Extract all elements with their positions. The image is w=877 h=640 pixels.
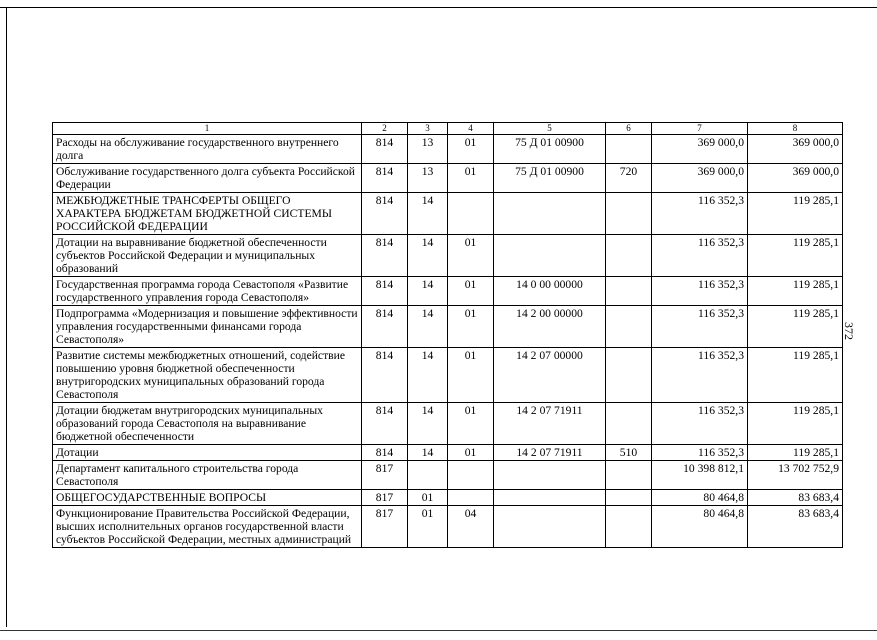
- subsection-code: 01: [448, 403, 494, 445]
- col-header: 7: [652, 123, 748, 135]
- row-name: Функционирование Правительства Российской Федерации, высших исполнительных органов государственной власти субъектов Российской Федерации, местных администраций: [53, 506, 362, 548]
- amount-year-2: 83 683,4: [748, 506, 843, 548]
- amount-year-2: 119 285,1: [748, 193, 843, 235]
- table-row: [53, 193, 843, 235]
- amount-year-1: 116 352,3: [652, 445, 748, 461]
- row-name: МЕЖБЮДЖЕТНЫЕ ТРАНСФЕРТЫ ОБЩЕГО ХАРАКТЕРА БЮДЖЕТАМ БЮДЖЕТНОЙ СИСТЕМЫ РОССИЙСКОЙ ФЕДЕРАЦИИ: [53, 193, 362, 235]
- amount-year-2: 119 285,1: [748, 306, 843, 348]
- scan-bottom-border: [0, 630, 877, 631]
- expense-type-code: 510: [606, 445, 652, 461]
- amount-year-2: 119 285,1: [748, 445, 843, 461]
- expense-type-code: [606, 135, 652, 164]
- row-name: Обслуживание государственного долга субъекта Российской Федерации: [53, 164, 362, 193]
- amount-year-1: 369 000,0: [652, 164, 748, 193]
- table-row: [53, 461, 843, 490]
- row-name: Департамент капитального строительства города Севастополя: [53, 461, 362, 490]
- table-row: [53, 277, 843, 306]
- amount-year-2: 83 683,4: [748, 490, 843, 506]
- target-article-code: 14 2 07 00000: [494, 348, 606, 403]
- admin-code: 814: [362, 164, 408, 193]
- amount-year-2: 119 285,1: [748, 277, 843, 306]
- admin-code: 814: [362, 135, 408, 164]
- table-row: [53, 506, 843, 548]
- section-code: 14: [408, 306, 448, 348]
- row-name: Развитие системы межбюджетных отношений, содействие повышению уровня бюджетной обеспеченности внутригородских муниципальных образований города Севастополя: [53, 348, 362, 403]
- subsection-code: 01: [448, 135, 494, 164]
- admin-code: 814: [362, 277, 408, 306]
- target-article-code: [494, 193, 606, 235]
- scan-top-border: [0, 7, 877, 8]
- subsection-code: 01: [448, 164, 494, 193]
- expense-type-code: [606, 277, 652, 306]
- amount-year-1: 116 352,3: [652, 348, 748, 403]
- scan-left-border: [6, 7, 7, 627]
- col-header: 4: [448, 123, 494, 135]
- section-code: 14: [408, 348, 448, 403]
- target-article-code: [494, 506, 606, 548]
- subsection-code: 01: [448, 277, 494, 306]
- amount-year-1: 80 464,8: [652, 506, 748, 548]
- amount-year-2: 369 000,0: [748, 164, 843, 193]
- amount-year-1: 116 352,3: [652, 193, 748, 235]
- row-name: Дотации бюджетам внутригородских муниципальных образований города Севастополя на выравнивание бюджетной обеспеченности: [53, 403, 362, 445]
- column-number-row: [53, 123, 843, 135]
- col-header: 8: [748, 123, 843, 135]
- expense-type-code: [606, 306, 652, 348]
- col-header: 1: [53, 123, 362, 135]
- amount-year-2: 119 285,1: [748, 235, 843, 277]
- subsection-code: 04: [448, 506, 494, 548]
- section-code: 01: [408, 506, 448, 548]
- section-code: [408, 461, 448, 490]
- section-code: 14: [408, 193, 448, 235]
- budget-table: [52, 122, 843, 548]
- subsection-code: 01: [448, 306, 494, 348]
- admin-code: 814: [362, 403, 408, 445]
- row-name: ОБЩЕГОСУДАРСТВЕННЫЕ ВОПРОСЫ: [53, 490, 362, 506]
- target-article-code: 75 Д 01 00900: [494, 164, 606, 193]
- col-header: 6: [606, 123, 652, 135]
- section-code: 14: [408, 277, 448, 306]
- row-name: Дотации на выравнивание бюджетной обеспеченности субъектов Российской Федерации и муниципальных образований: [53, 235, 362, 277]
- table-row: [53, 135, 843, 164]
- section-code: 01: [408, 490, 448, 506]
- admin-code: 814: [362, 306, 408, 348]
- target-article-code: 75 Д 01 00900: [494, 135, 606, 164]
- subsection-code: [448, 193, 494, 235]
- amount-year-2: 119 285,1: [748, 403, 843, 445]
- section-code: 14: [408, 403, 448, 445]
- section-code: 14: [408, 235, 448, 277]
- amount-year-2: 119 285,1: [748, 348, 843, 403]
- target-article-code: 14 0 00 00000: [494, 277, 606, 306]
- table-row: [53, 490, 843, 506]
- amount-year-2: 13 702 752,9: [748, 461, 843, 490]
- expense-type-code: [606, 235, 652, 277]
- table-row: [53, 306, 843, 348]
- admin-code: 814: [362, 193, 408, 235]
- admin-code: 814: [362, 348, 408, 403]
- expense-type-code: [606, 193, 652, 235]
- row-name: Государственная программа города Севастополя «Развитие государственного управления города Севастополя»: [53, 277, 362, 306]
- col-header: 5: [494, 123, 606, 135]
- target-article-code: 14 2 07 71911: [494, 403, 606, 445]
- admin-code: 814: [362, 445, 408, 461]
- row-name: Дотации: [53, 445, 362, 461]
- col-header: 2: [362, 123, 408, 135]
- table-row: [53, 403, 843, 445]
- section-code: 14: [408, 445, 448, 461]
- expense-type-code: 720: [606, 164, 652, 193]
- amount-year-1: 10 398 812,1: [652, 461, 748, 490]
- section-code: 13: [408, 135, 448, 164]
- target-article-code: 14 2 07 71911: [494, 445, 606, 461]
- admin-code: 814: [362, 235, 408, 277]
- expense-type-code: [606, 348, 652, 403]
- target-article-code: [494, 235, 606, 277]
- table-body: [53, 135, 843, 548]
- target-article-code: [494, 490, 606, 506]
- amount-year-2: 369 000,0: [748, 135, 843, 164]
- subsection-code: [448, 461, 494, 490]
- expense-type-code: [606, 403, 652, 445]
- subsection-code: 01: [448, 235, 494, 277]
- page-number: 372: [842, 322, 856, 340]
- amount-year-1: 369 000,0: [652, 135, 748, 164]
- amount-year-1: 116 352,3: [652, 277, 748, 306]
- admin-code: 817: [362, 490, 408, 506]
- table-row: [53, 348, 843, 403]
- col-header: 3: [408, 123, 448, 135]
- expense-type-code: [606, 490, 652, 506]
- section-code: 13: [408, 164, 448, 193]
- admin-code: 817: [362, 461, 408, 490]
- subsection-code: [448, 490, 494, 506]
- row-name: Расходы на обслуживание государственного внутреннего долга: [53, 135, 362, 164]
- expense-type-code: [606, 506, 652, 548]
- amount-year-1: 116 352,3: [652, 403, 748, 445]
- subsection-code: 01: [448, 445, 494, 461]
- expense-type-code: [606, 461, 652, 490]
- subsection-code: 01: [448, 348, 494, 403]
- amount-year-1: 116 352,3: [652, 306, 748, 348]
- amount-year-1: 80 464,8: [652, 490, 748, 506]
- admin-code: 817: [362, 506, 408, 548]
- table-row: [53, 164, 843, 193]
- target-article-code: [494, 461, 606, 490]
- table-row: [53, 445, 843, 461]
- target-article-code: 14 2 00 00000: [494, 306, 606, 348]
- amount-year-1: 116 352,3: [652, 235, 748, 277]
- table-row: [53, 235, 843, 277]
- row-name: Подпрограмма «Модернизация и повышение эффективности управления государственными финансами города Севастополя»: [53, 306, 362, 348]
